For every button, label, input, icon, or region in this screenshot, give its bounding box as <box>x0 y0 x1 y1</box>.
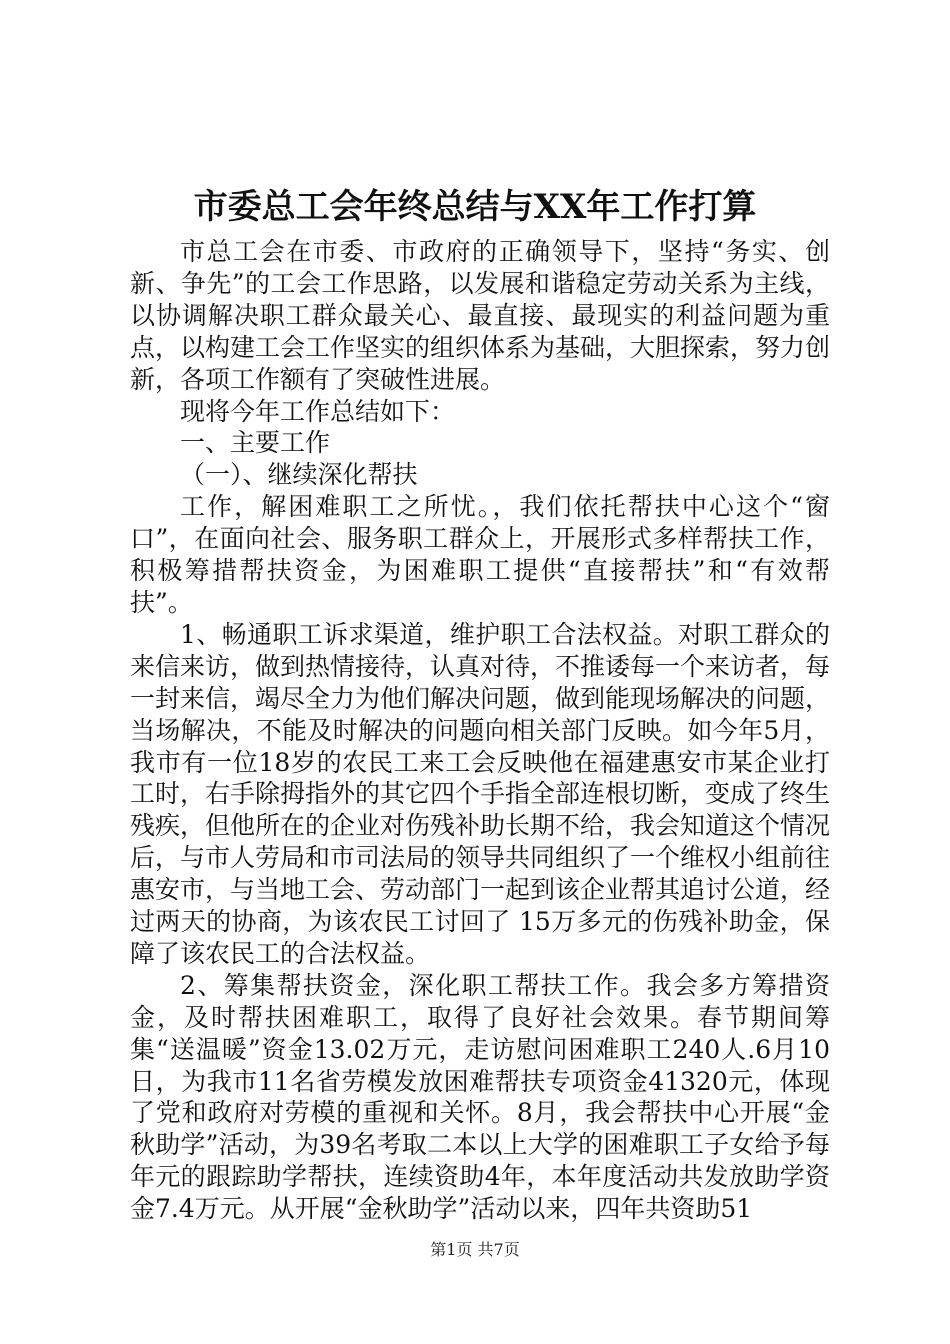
paragraph-item-2: 2、筹集帮扶资金，深化职工帮扶工作。我会多方筹措资金，及时帮扶困难职工，取得了良好社会效果。春节期间筹集“送温暖”资金13.02万元，走访慰问困难职工240人.6月10日，为我市11名省劳模发放困难帮扶专项资金41320元，体现了党和政府对劳模的重视和关怀。8月，我会帮扶中心开展“金秋助学”活动，为39名考取二本以上大学的困难职工子女给予每年元的跟踪助学帮扶，连续资助4年，本年度活动共发放助学资金7.4万元。从开展“金秋助学”活动以来，四年共资助51 <box>130 970 830 1224</box>
section-heading-main-work: 一、主要工作 <box>180 428 331 458</box>
subsection-heading-assistance: （一）、继续深化帮扶 <box>180 460 418 490</box>
paragraph-assistance-center: 工作，解困难职工之所忧。，我们依托帮扶中心这个“窗口”，在面向社会、服务职工群众上，开展形式多样帮扶工作，积极筹措帮扶资金，为困难职工提供“直接帮扶”和“有效帮扶”。 <box>130 492 830 617</box>
document-body <box>130 236 830 1225</box>
paragraph-summary-lead: 现将今年工作总结如下： <box>180 396 456 426</box>
page-number-footer: 第1页 共7页 <box>430 1240 520 1259</box>
document-title: 市委总工会年终总结与XX年工作打算 <box>193 187 757 227</box>
paragraph-intro: 市总工会在市委、市政府的正确领导下，坚持“务实、创新、争先”的工会工作思路，以发展和谐稳定劳动关系为主线，以协调解决职工群众最关心、最直接、最现实的利益问题为重点，以构建工会工作坚实的组织体系为基础，大胆探索，努力创新，各项工作额有了突破性进展。 <box>130 237 831 394</box>
paragraph-item-1: 1、畅通职工诉求渠道，维护职工合法权益。对职工群众的来信来访，做到热情接待，认真对待，不推诿每一个来访者，每一封来信，竭尽全力为他们解决问题，做到能现场解决的问题，当场解决，不能及时解决的问题向相关部门反映。如今年5月，我市有一位18岁的农民工来工会反映他在福建惠安市某企业打工时，右手除拇指外的其它四个手指全部连根切断，变成了终生残疾，但他所在的企业对伤残补助长期不给，我会知道这个情况后，与市人劳局和市司法局的领导共同组织了一个维权小组前往惠安市，与当地工会、劳动部门一起到该企业帮其追讨公道，经过两天的协商，为该农民工讨回了 15万多元的伤残补助金，保障了该农民工的合法权益。 <box>130 619 831 968</box>
